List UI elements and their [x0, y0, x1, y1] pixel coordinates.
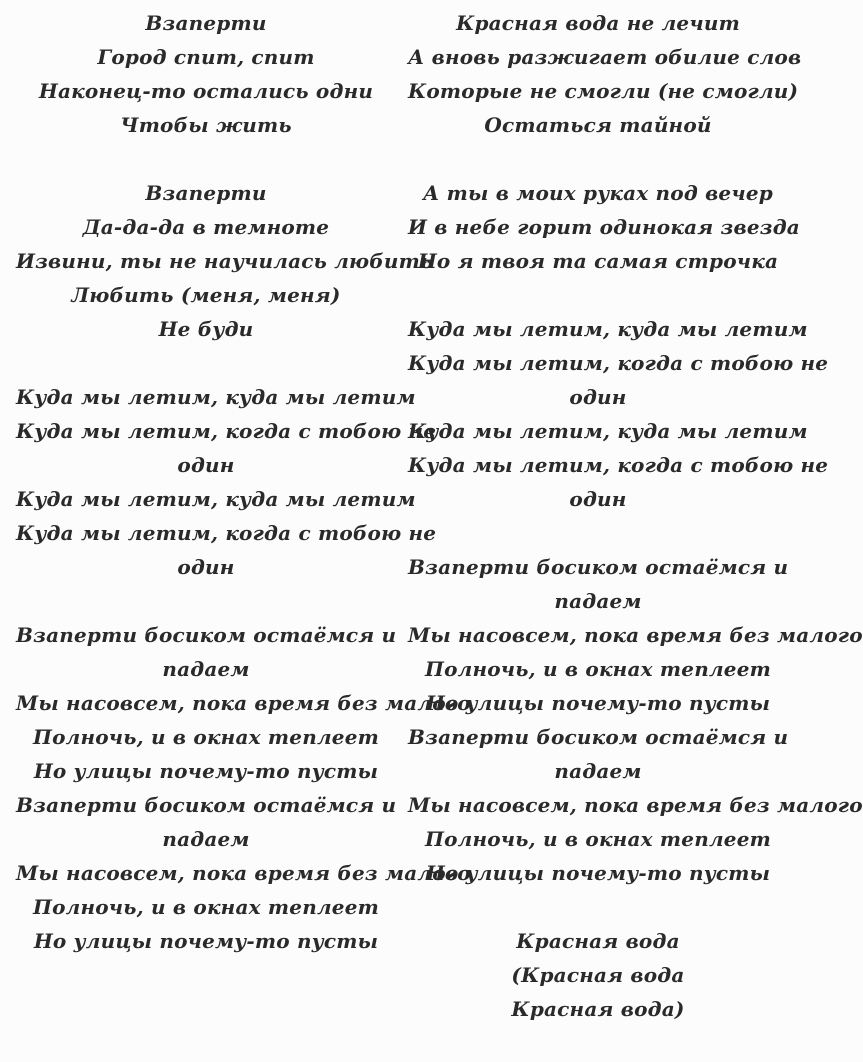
lyric-line: Куда мы летим, когда с тобою не — [408, 351, 829, 375]
lyric-line: Извини, ты не научилась любить — [16, 249, 434, 273]
lyric-line: Мы насовсем, пока время без малого — [16, 691, 471, 715]
lyric-line: Полночь, и в окнах теплеет — [425, 827, 771, 851]
lyric-line: И в небе горит одинокая звезда — [408, 215, 800, 239]
lyric-line: Куда мы летим, куда мы летим — [16, 487, 416, 511]
lyric-line: Полночь, и в окнах теплеет — [33, 725, 379, 749]
lyrics-column-right — [408, 6, 863, 1026]
lyric-line: Но улицы почему-то пусты — [33, 759, 379, 783]
stanza-gap — [16, 142, 396, 176]
lyric-line: Остаться тайной — [484, 113, 712, 137]
lyric-line: А вновь разжигает обилие слов — [408, 45, 802, 69]
lyric-line: Взаперти босиком остаёмся и — [16, 623, 397, 647]
lyric-line: Мы насовсем, пока время без малого — [408, 793, 863, 817]
lyric-line: падаем — [162, 827, 250, 851]
lyric-line: Но я твоя та самая строчка — [417, 249, 779, 273]
lyric-line: Взаперти — [145, 181, 267, 205]
lyric-line: Красная вода не лечит — [456, 11, 740, 35]
lyric-line: Которые не смогли (не смогли) — [408, 79, 799, 103]
lyric-line: Город спит, спит — [97, 45, 315, 69]
lyric-line: Красная вода) — [511, 997, 685, 1021]
lyric-line: Красная вода — [516, 929, 680, 953]
lyric-line: Мы насовсем, пока время без малого — [408, 623, 863, 647]
lyric-line: Полночь, и в окнах теплеет — [425, 657, 771, 681]
lyric-line: падаем — [554, 759, 642, 783]
lyric-line: Взаперти босиком остаёмся и — [408, 725, 789, 749]
lyric-line: Куда мы летим, когда с тобою не — [16, 419, 437, 443]
lyric-line: Но улицы почему-то пусты — [425, 691, 771, 715]
lyric-line: один — [177, 555, 235, 579]
lyric-line: Взаперти босиком остаёмся и — [16, 793, 397, 817]
stanza-gap — [408, 142, 788, 176]
lyric-line: падаем — [554, 589, 642, 613]
stanza-gap — [408, 278, 788, 312]
stanza-gap — [16, 346, 396, 380]
lyric-line: Куда мы летим, когда с тобою не — [16, 521, 437, 545]
lyric-line: Чтобы жить — [120, 113, 292, 137]
lyrics-column-left — [16, 6, 471, 958]
lyric-line: А ты в моих руках под вечер — [423, 181, 773, 205]
stanza-gap — [408, 890, 788, 924]
lyric-line: один — [177, 453, 235, 477]
lyric-line: один — [569, 487, 627, 511]
lyric-line: Но улицы почему-то пусты — [33, 929, 379, 953]
lyric-line: Любить (меня, меня) — [71, 283, 341, 307]
lyric-line: Куда мы летим, когда с тобою не — [408, 453, 829, 477]
lyric-line: Взаперти — [145, 11, 267, 35]
lyric-line: Взаперти босиком остаёмся и — [408, 555, 789, 579]
lyric-line: Куда мы летим, куда мы летим — [408, 317, 808, 341]
lyric-line: Да-да-да в темноте — [82, 215, 330, 239]
lyric-line: Куда мы летим, куда мы летим — [16, 385, 416, 409]
stanza-gap — [408, 516, 788, 550]
lyric-line: Мы насовсем, пока время без малого — [16, 861, 471, 885]
lyric-line: Но улицы почему-то пусты — [425, 861, 771, 885]
lyric-line: (Красная вода — [511, 963, 685, 987]
lyric-line: падаем — [162, 657, 250, 681]
lyric-line: один — [569, 385, 627, 409]
lyric-line: Полночь, и в окнах теплеет — [33, 895, 379, 919]
lyric-line: Наконец-то остались одни — [38, 79, 374, 103]
lyric-line: Куда мы летим, куда мы летим — [408, 419, 808, 443]
stanza-gap — [16, 584, 396, 618]
lyric-line: Не буди — [158, 317, 254, 341]
